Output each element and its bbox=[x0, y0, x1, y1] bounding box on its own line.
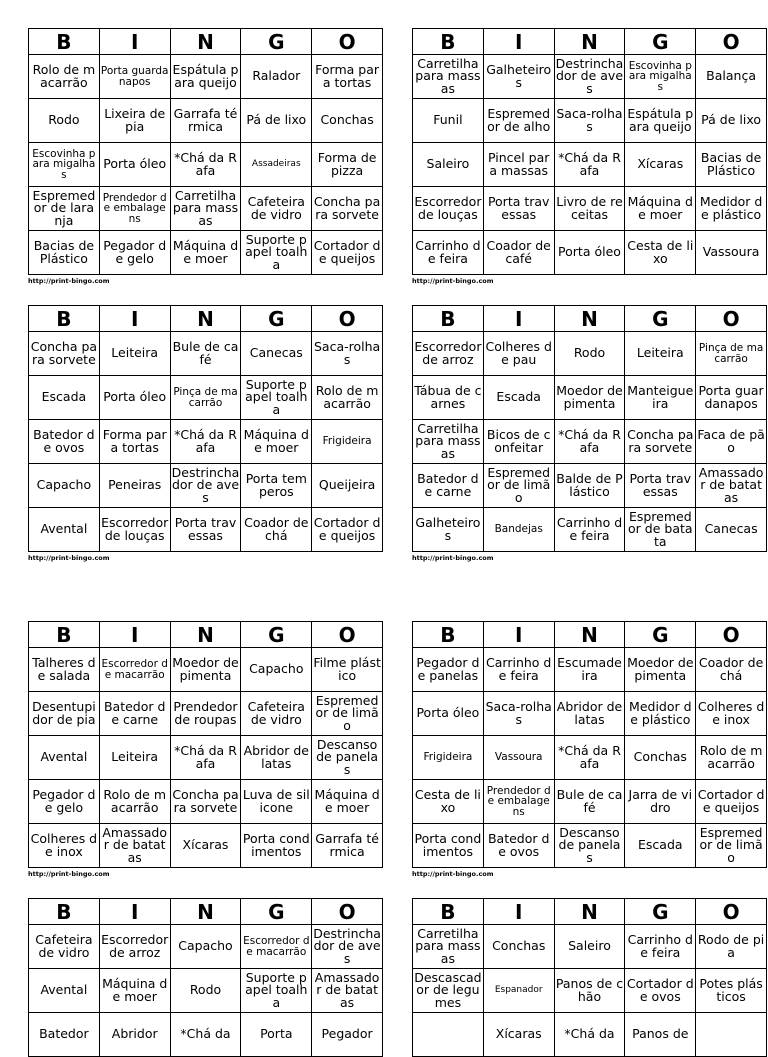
bingo-cell: Funil bbox=[413, 99, 484, 143]
bingo-cell: Cesta de lixo bbox=[413, 780, 484, 824]
bingo-row bbox=[29, 143, 383, 187]
bingo-row bbox=[29, 99, 383, 143]
header-letter-b: B bbox=[413, 622, 484, 648]
bingo-cell: Destrinchador de aves bbox=[170, 464, 241, 508]
bingo-cell: Pegador de gelo bbox=[99, 231, 170, 275]
header-letter-n: N bbox=[170, 622, 241, 648]
bingo-card-8 bbox=[412, 898, 767, 1057]
bingo-cell: Cafeteira de vidro bbox=[29, 925, 100, 969]
bingo-header-row bbox=[413, 306, 767, 332]
bingo-card-3 bbox=[28, 305, 383, 563]
bingo-cell: Suporte papel toalha bbox=[241, 376, 312, 420]
header-letter-o: O bbox=[312, 622, 383, 648]
bingo-cell: Porta travessas bbox=[625, 464, 696, 508]
bingo-cell: Carrinho de feira bbox=[554, 508, 625, 552]
bingo-cell: Descanso de panelas bbox=[554, 824, 625, 868]
bingo-grid bbox=[412, 305, 767, 552]
header-letter-n: N bbox=[554, 622, 625, 648]
bingo-cell: Porta condimentos bbox=[413, 824, 484, 868]
bingo-cell: Panos de bbox=[625, 1013, 696, 1057]
bingo-cell: Batedor de ovos bbox=[29, 420, 100, 464]
header-letter-i: I bbox=[483, 306, 554, 332]
header-letter-o: O bbox=[696, 29, 767, 55]
header-letter-b: B bbox=[29, 899, 100, 925]
header-letter-g: G bbox=[241, 306, 312, 332]
bingo-cell: Cortador de ovos bbox=[625, 969, 696, 1013]
header-letter-o: O bbox=[312, 899, 383, 925]
bingo-row bbox=[29, 648, 383, 692]
bingo-row bbox=[29, 969, 383, 1013]
bingo-cell: Coador de chá bbox=[696, 648, 767, 692]
free-space-cell: *Chá da Rafa bbox=[170, 420, 241, 464]
bingo-cell: Máquina de moer bbox=[625, 187, 696, 231]
bingo-cell: Carretilha para massas bbox=[413, 420, 484, 464]
bingo-row bbox=[413, 780, 767, 824]
bingo-cell: Forma de pizza bbox=[312, 143, 383, 187]
header-letter-b: B bbox=[413, 29, 484, 55]
bingo-cell: Descascador de legumes bbox=[413, 969, 484, 1013]
bingo-row bbox=[413, 376, 767, 420]
bingo-cell: Prendedor de roupas bbox=[170, 692, 241, 736]
bingo-cell: Avental bbox=[29, 736, 100, 780]
bingo-cell: Canecas bbox=[696, 508, 767, 552]
bingo-cell: Amassador de batatas bbox=[99, 824, 170, 868]
bingo-card-6 bbox=[412, 621, 767, 879]
bingo-grid bbox=[412, 28, 767, 275]
bingo-cell: Bicos de confeitar bbox=[483, 420, 554, 464]
bingo-cell: Escada bbox=[29, 376, 100, 420]
bingo-cell: Suporte papel toalha bbox=[241, 969, 312, 1013]
free-space-cell: *Chá da Rafa bbox=[170, 143, 241, 187]
bingo-cell: Pegador bbox=[312, 1013, 383, 1057]
bingo-cell: Moedor de pimenta bbox=[625, 648, 696, 692]
bingo-cell: Balde de Plástico bbox=[554, 464, 625, 508]
bingo-cell: Escorredor de louças bbox=[413, 187, 484, 231]
bingo-cell: Pinça de macarrão bbox=[170, 376, 241, 420]
bingo-cell: Conchas bbox=[625, 736, 696, 780]
bingo-cell: Porta bbox=[241, 1013, 312, 1057]
free-space-cell: *Chá da bbox=[554, 1013, 625, 1057]
bingo-cell: Amassador de batatas bbox=[312, 969, 383, 1013]
header-letter-o: O bbox=[696, 899, 767, 925]
bingo-cell: Capacho bbox=[241, 648, 312, 692]
bingo-grid bbox=[412, 898, 767, 1057]
bingo-row bbox=[413, 925, 767, 969]
bingo-cell: Carretilha para massas bbox=[413, 55, 484, 99]
bingo-cell: Escorredor de arroz bbox=[99, 925, 170, 969]
bingo-cell: Descanso de panelas bbox=[312, 736, 383, 780]
bingo-cell: Porta óleo bbox=[99, 143, 170, 187]
bingo-row bbox=[413, 332, 767, 376]
card-footer-url: http://print-bingo.com bbox=[28, 870, 110, 878]
bingo-cell: Saleiro bbox=[413, 143, 484, 187]
free-space-cell: *Chá da Rafa bbox=[554, 736, 625, 780]
bingo-cell: Saca-rolhas bbox=[312, 332, 383, 376]
header-letter-i: I bbox=[483, 899, 554, 925]
bingo-row bbox=[413, 187, 767, 231]
bingo-cell: Rolo de macarrão bbox=[29, 55, 100, 99]
bingo-grid bbox=[412, 621, 767, 868]
bingo-row bbox=[413, 508, 767, 552]
bingo-cell: Porta guardanapos bbox=[99, 55, 170, 99]
bingo-cell bbox=[696, 1013, 767, 1057]
bingo-cell: Forma para tortas bbox=[99, 420, 170, 464]
bingo-cell: Ralador bbox=[241, 55, 312, 99]
header-letter-n: N bbox=[554, 306, 625, 332]
bingo-cell: Conchas bbox=[483, 925, 554, 969]
bingo-cell: Espremedor de limão bbox=[312, 692, 383, 736]
bingo-cell: Manteigueira bbox=[625, 376, 696, 420]
bingo-cell: Avental bbox=[29, 508, 100, 552]
bingo-cell: Jarra de vidro bbox=[625, 780, 696, 824]
bingo-card-1 bbox=[28, 28, 383, 286]
bingo-cell: Rodo bbox=[554, 332, 625, 376]
bingo-cell: Abridor de latas bbox=[554, 692, 625, 736]
bingo-cell: Potes plásticos bbox=[696, 969, 767, 1013]
bingo-cell: Escada bbox=[625, 824, 696, 868]
bingo-cell: Xícaras bbox=[170, 824, 241, 868]
bingo-cell: Porta guardanapos bbox=[696, 376, 767, 420]
bingo-cell: Concha para sorvete bbox=[29, 332, 100, 376]
bingo-cell: Cafeteira de vidro bbox=[241, 187, 312, 231]
bingo-cell: Faca de pão bbox=[696, 420, 767, 464]
header-letter-o: O bbox=[312, 29, 383, 55]
bingo-header-row bbox=[413, 899, 767, 925]
bingo-header-row bbox=[413, 29, 767, 55]
bingo-cell: Amassador de batatas bbox=[696, 464, 767, 508]
bingo-cell: Vassoura bbox=[696, 231, 767, 275]
header-letter-i: I bbox=[483, 29, 554, 55]
header-letter-g: G bbox=[241, 899, 312, 925]
bingo-cell: Pinça de macarrão bbox=[696, 332, 767, 376]
bingo-cell: Saca-rolhas bbox=[483, 692, 554, 736]
bingo-cell: Batedor de carne bbox=[413, 464, 484, 508]
bingo-cell: Assadeiras bbox=[241, 143, 312, 187]
bingo-cell: Garrafa térmica bbox=[312, 824, 383, 868]
bingo-row bbox=[413, 824, 767, 868]
bingo-cell: Escorredor de macarrão bbox=[99, 648, 170, 692]
bingo-cell: Escovinha para migalhas bbox=[625, 55, 696, 99]
bingo-cell: Rodo bbox=[170, 969, 241, 1013]
bingo-cell: Espanador bbox=[483, 969, 554, 1013]
bingo-cell: Queijeira bbox=[312, 464, 383, 508]
bingo-row bbox=[413, 648, 767, 692]
bingo-card-5 bbox=[28, 621, 383, 879]
bingo-cell: Desentupidor de pia bbox=[29, 692, 100, 736]
card-footer-url: http://print-bingo.com bbox=[28, 277, 110, 285]
header-letter-g: G bbox=[625, 622, 696, 648]
bingo-row bbox=[413, 55, 767, 99]
bingo-cell: Escorredor de arroz bbox=[413, 332, 484, 376]
bingo-cell: Escumadeira bbox=[554, 648, 625, 692]
bingo-cell: Saleiro bbox=[554, 925, 625, 969]
header-letter-n: N bbox=[170, 29, 241, 55]
bingo-cell: Conchas bbox=[312, 99, 383, 143]
bingo-row bbox=[413, 1013, 767, 1057]
bingo-cell: Carrinho de feira bbox=[625, 925, 696, 969]
bingo-row bbox=[413, 143, 767, 187]
bingo-cell: Panos de chão bbox=[554, 969, 625, 1013]
bingo-row bbox=[413, 969, 767, 1013]
bingo-cell: Máquina de moer bbox=[170, 231, 241, 275]
bingo-grid bbox=[28, 305, 383, 552]
header-letter-o: O bbox=[312, 306, 383, 332]
bingo-cell: Talheres de salada bbox=[29, 648, 100, 692]
header-letter-n: N bbox=[170, 306, 241, 332]
header-letter-b: B bbox=[29, 622, 100, 648]
bingo-grid bbox=[28, 621, 383, 868]
bingo-cell: Abridor bbox=[99, 1013, 170, 1057]
bingo-row bbox=[29, 925, 383, 969]
bingo-cell: Porta condimentos bbox=[241, 824, 312, 868]
bingo-cell bbox=[413, 1013, 484, 1057]
bingo-row bbox=[29, 332, 383, 376]
header-letter-b: B bbox=[29, 306, 100, 332]
bingo-card-4 bbox=[412, 305, 767, 563]
bingo-cell: Batedor de carne bbox=[99, 692, 170, 736]
bingo-header-row bbox=[29, 899, 383, 925]
bingo-grid bbox=[28, 898, 383, 1057]
bingo-cell: Galheteiros bbox=[483, 55, 554, 99]
bingo-header-row bbox=[29, 622, 383, 648]
bingo-cell: Frigideira bbox=[413, 736, 484, 780]
bingo-cell: Concha para sorvete bbox=[170, 780, 241, 824]
card-footer-url: http://print-bingo.com bbox=[412, 554, 494, 562]
bingo-cell: Leiteira bbox=[99, 332, 170, 376]
bingo-cell: Máquina de moer bbox=[312, 780, 383, 824]
bingo-cell: Batedor de ovos bbox=[483, 824, 554, 868]
bingo-row bbox=[413, 420, 767, 464]
bingo-cell: Carretilha para massas bbox=[170, 187, 241, 231]
bingo-cell: Escorredor de louças bbox=[99, 508, 170, 552]
bingo-cell: Balança bbox=[696, 55, 767, 99]
bingo-cell: Xícaras bbox=[625, 143, 696, 187]
bingo-cell: Peneiras bbox=[99, 464, 170, 508]
bingo-cell: Leiteira bbox=[625, 332, 696, 376]
header-letter-i: I bbox=[99, 29, 170, 55]
bingo-cell: Espremedor de limão bbox=[696, 824, 767, 868]
bingo-cell: Destrinchador de aves bbox=[554, 55, 625, 99]
bingo-row bbox=[29, 464, 383, 508]
bingo-cell: Lixeira de pia bbox=[99, 99, 170, 143]
bingo-cell: Pincel para massas bbox=[483, 143, 554, 187]
bingo-row bbox=[29, 736, 383, 780]
bingo-row bbox=[29, 55, 383, 99]
header-letter-b: B bbox=[29, 29, 100, 55]
header-letter-g: G bbox=[241, 29, 312, 55]
bingo-cell: Rodo de pia bbox=[696, 925, 767, 969]
bingo-cell: Rolo de macarrão bbox=[696, 736, 767, 780]
bingo-cell: Colheres de pau bbox=[483, 332, 554, 376]
bingo-cell: Saca-rolhas bbox=[554, 99, 625, 143]
bingo-cell: Rolo de macarrão bbox=[99, 780, 170, 824]
header-letter-g: G bbox=[625, 29, 696, 55]
header-letter-i: I bbox=[99, 899, 170, 925]
header-letter-n: N bbox=[554, 899, 625, 925]
bingo-cell: Pá de lixo bbox=[696, 99, 767, 143]
bingo-cell: Capacho bbox=[29, 464, 100, 508]
header-letter-g: G bbox=[625, 306, 696, 332]
header-letter-o: O bbox=[696, 306, 767, 332]
bingo-cell: Luva de silicone bbox=[241, 780, 312, 824]
bingo-cell: Pá de lixo bbox=[241, 99, 312, 143]
bingo-cell: Rodo bbox=[29, 99, 100, 143]
bingo-cell: Medidor de plástico bbox=[625, 692, 696, 736]
bingo-cell: Leiteira bbox=[99, 736, 170, 780]
bingo-cell: Pegador de panelas bbox=[413, 648, 484, 692]
bingo-row bbox=[413, 736, 767, 780]
bingo-cell: Porta travessas bbox=[170, 508, 241, 552]
bingo-cell: Suporte papel toalha bbox=[241, 231, 312, 275]
bingo-cell: Livro de receitas bbox=[554, 187, 625, 231]
free-space-cell: *Chá da bbox=[170, 1013, 241, 1057]
bingo-cell: Cortador de queijos bbox=[312, 231, 383, 275]
bingo-cell: Frigideira bbox=[312, 420, 383, 464]
bingo-card-2 bbox=[412, 28, 767, 286]
bingo-cell: Avental bbox=[29, 969, 100, 1013]
bingo-cell: Concha para sorvete bbox=[312, 187, 383, 231]
card-footer-url: http://print-bingo.com bbox=[28, 554, 110, 562]
bingo-cell: Espremedor de limão bbox=[483, 464, 554, 508]
header-letter-n: N bbox=[170, 899, 241, 925]
bingo-row bbox=[29, 187, 383, 231]
bingo-cell: Porta óleo bbox=[413, 692, 484, 736]
bingo-cell: Capacho bbox=[170, 925, 241, 969]
bingo-header-row bbox=[29, 306, 383, 332]
bingo-cell: Espátula para queijo bbox=[170, 55, 241, 99]
bingo-cell: Concha para sorvete bbox=[625, 420, 696, 464]
bingo-cell: Canecas bbox=[241, 332, 312, 376]
bingo-cell: Medidor de plástico bbox=[696, 187, 767, 231]
bingo-cell: Colheres de inox bbox=[696, 692, 767, 736]
header-letter-n: N bbox=[554, 29, 625, 55]
bingo-cell: Cesta de lixo bbox=[625, 231, 696, 275]
bingo-row bbox=[29, 231, 383, 275]
bingo-cell: Forma para tortas bbox=[312, 55, 383, 99]
bingo-cell: Batedor bbox=[29, 1013, 100, 1057]
bingo-cell: Cortador de queijos bbox=[312, 508, 383, 552]
bingo-cell: Colheres de inox bbox=[29, 824, 100, 868]
bingo-cell: Coador de chá bbox=[241, 508, 312, 552]
bingo-row bbox=[413, 99, 767, 143]
bingo-cell: Destrinchador de aves bbox=[312, 925, 383, 969]
bingo-row bbox=[29, 508, 383, 552]
bingo-cell: Bacias de Plástico bbox=[696, 143, 767, 187]
bingo-cell: Máquina de moer bbox=[241, 420, 312, 464]
bingo-cell: Espremedor de batata bbox=[625, 508, 696, 552]
bingo-cell: Garrafa térmica bbox=[170, 99, 241, 143]
bingo-card-7 bbox=[28, 898, 383, 1057]
header-letter-g: G bbox=[625, 899, 696, 925]
header-letter-g: G bbox=[241, 622, 312, 648]
bingo-cell: Rolo de macarrão bbox=[312, 376, 383, 420]
bingo-cell: Tábua de carnes bbox=[413, 376, 484, 420]
bingo-cell: Bule de café bbox=[170, 332, 241, 376]
bingo-cell: Bacias de Plástico bbox=[29, 231, 100, 275]
bingo-cell: Escovinha para migalhas bbox=[29, 143, 100, 187]
bingo-cell: Abridor de latas bbox=[241, 736, 312, 780]
header-letter-b: B bbox=[413, 306, 484, 332]
header-letter-o: O bbox=[696, 622, 767, 648]
bingo-row bbox=[29, 824, 383, 868]
header-letter-i: I bbox=[99, 306, 170, 332]
bingo-cell: Porta travessas bbox=[483, 187, 554, 231]
free-space-cell: *Chá da Rafa bbox=[170, 736, 241, 780]
bingo-cell: Pegador de gelo bbox=[29, 780, 100, 824]
bingo-cell: Carrinho de feira bbox=[483, 648, 554, 692]
bingo-cell: Moedor de pimenta bbox=[170, 648, 241, 692]
bingo-row bbox=[413, 692, 767, 736]
bingo-cell: Cafeteira de vidro bbox=[241, 692, 312, 736]
bingo-cell: Prendedor de embalagens bbox=[483, 780, 554, 824]
bingo-cell: Bule de café bbox=[554, 780, 625, 824]
bingo-cell: Moedor de pimenta bbox=[554, 376, 625, 420]
header-letter-i: I bbox=[99, 622, 170, 648]
bingo-row bbox=[29, 376, 383, 420]
bingo-row bbox=[29, 692, 383, 736]
bingo-row bbox=[29, 1013, 383, 1057]
card-footer-url: http://print-bingo.com bbox=[412, 277, 494, 285]
bingo-cell: Porta temperos bbox=[241, 464, 312, 508]
bingo-cell: Bandejas bbox=[483, 508, 554, 552]
bingo-cell: Escorredor de macarrão bbox=[241, 925, 312, 969]
bingo-cell: Xícaras bbox=[483, 1013, 554, 1057]
bingo-row bbox=[413, 231, 767, 275]
bingo-cell: Porta óleo bbox=[99, 376, 170, 420]
free-space-cell: *Chá da Rafa bbox=[554, 420, 625, 464]
bingo-cell: Espremedor de alho bbox=[483, 99, 554, 143]
free-space-cell: *Chá da Rafa bbox=[554, 143, 625, 187]
bingo-row bbox=[29, 780, 383, 824]
bingo-cell: Carrinho de feira bbox=[413, 231, 484, 275]
bingo-cell: Carretilha para massas bbox=[413, 925, 484, 969]
header-letter-i: I bbox=[483, 622, 554, 648]
bingo-header-row bbox=[29, 29, 383, 55]
bingo-cell: Espremedor de laranja bbox=[29, 187, 100, 231]
bingo-grid bbox=[28, 28, 383, 275]
bingo-cell: Filme plástico bbox=[312, 648, 383, 692]
card-footer-url: http://print-bingo.com bbox=[412, 870, 494, 878]
bingo-cell: Máquina de moer bbox=[99, 969, 170, 1013]
bingo-cell: Cortador de queijos bbox=[696, 780, 767, 824]
bingo-cell: Espátula para queijo bbox=[625, 99, 696, 143]
bingo-cell: Vassoura bbox=[483, 736, 554, 780]
bingo-header-row bbox=[413, 622, 767, 648]
bingo-cell: Escada bbox=[483, 376, 554, 420]
bingo-row bbox=[29, 420, 383, 464]
bingo-cell: Galheteiros bbox=[413, 508, 484, 552]
header-letter-b: B bbox=[413, 899, 484, 925]
bingo-cell: Prendedor de embalagens bbox=[99, 187, 170, 231]
bingo-cell: Porta óleo bbox=[554, 231, 625, 275]
bingo-cell: Coador de café bbox=[483, 231, 554, 275]
bingo-row bbox=[413, 464, 767, 508]
